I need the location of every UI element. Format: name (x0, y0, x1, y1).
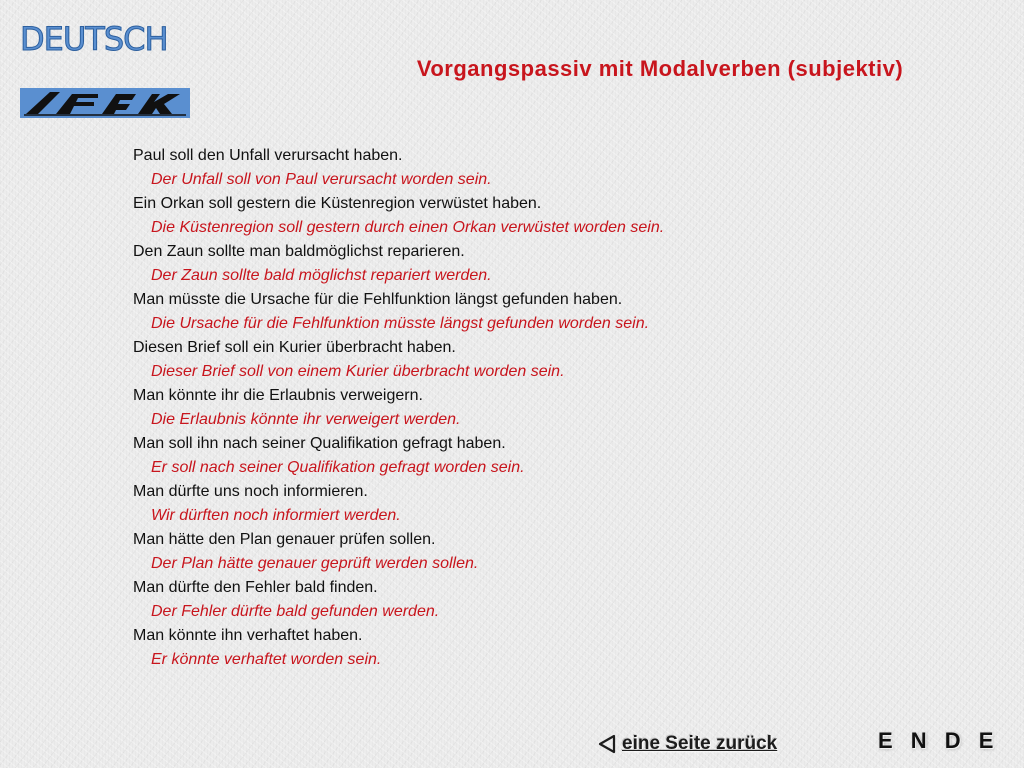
end-button[interactable]: E N D E (878, 728, 1000, 753)
passive-sentence: Wir dürften noch informiert werden. (151, 507, 401, 524)
active-sentence: Diesen Brief soll ein Kurier überbracht haben. (133, 339, 456, 356)
sentence-pair (133, 384, 993, 432)
sentence-pair (133, 144, 993, 192)
sentence-pair (133, 432, 993, 480)
logo (20, 20, 190, 100)
passive-sentence: Die Ursache für die Fehlfunktion müsste längst gefunden worden sein. (151, 315, 650, 332)
active-sentence: Ein Orkan soll gestern die Küstenregion verwüstet haben. (133, 195, 542, 212)
passive-sentence: Er könnte verhaftet worden sein. (151, 651, 382, 668)
active-sentence: Man soll ihn nach seiner Qualifikation gefragt haben. (133, 435, 506, 452)
back-link-label[interactable]: eine Seite zurück (622, 733, 778, 754)
logo-wordmark: DEUTSCH (20, 20, 168, 58)
active-sentence: Den Zaun sollte man baldmöglichst reparieren. (133, 243, 465, 260)
active-sentence: Man dürfte den Fehler bald finden. (133, 579, 378, 596)
passive-sentence: Die Küstenregion soll gestern durch einen Orkan verwüstet worden sein. (151, 219, 665, 236)
active-sentence: Paul soll den Unfall verursacht haben. (133, 147, 403, 164)
passive-sentence: Der Plan hätte genauer geprüft werden sollen. (151, 555, 479, 572)
passive-sentence: Er soll nach seiner Qualifikation gefragt worden sein. (151, 459, 525, 476)
sentence-pair (133, 480, 993, 528)
passive-sentence: Der Zaun sollte bald möglichst repariert werden. (151, 267, 492, 284)
passive-sentence: Der Fehler dürfte bald gefunden werden. (151, 603, 440, 620)
sentence-pair (133, 336, 993, 384)
passive-sentence: Der Unfall soll von Paul verursacht worden sein. (151, 171, 492, 188)
page-title: Vorgangspassiv mit Modalverben (subjektiv) (416, 56, 904, 81)
active-sentence: Man müsste die Ursache für die Fehlfunktion längst gefunden haben. (133, 291, 623, 308)
passive-sentence: Dieser Brief soll von einem Kurier überbracht worden sein. (151, 363, 565, 380)
sentence-pair (133, 240, 993, 288)
active-sentence: Man dürfte uns noch informieren. (133, 483, 368, 500)
active-sentence: Man könnte ihr die Erlaubnis verweigern. (133, 387, 423, 404)
aktiv-passiv-logo-icon (20, 88, 190, 118)
sentence-pair (133, 576, 993, 624)
passive-sentence: Die Erlaubnis könnte ihr verweigert werden. (151, 411, 461, 428)
triangle-left-icon (596, 733, 618, 755)
sentence-pair (133, 528, 993, 576)
sentence-pair (133, 624, 993, 672)
sentence-pair (133, 288, 993, 336)
sentence-pair (133, 192, 993, 240)
active-sentence: Man könnte ihn verhaftet haben. (133, 627, 363, 644)
active-sentence: Man hätte den Plan genauer prüfen sollen. (133, 531, 436, 548)
sentence-list (133, 144, 993, 672)
back-page-link[interactable] (596, 733, 777, 755)
